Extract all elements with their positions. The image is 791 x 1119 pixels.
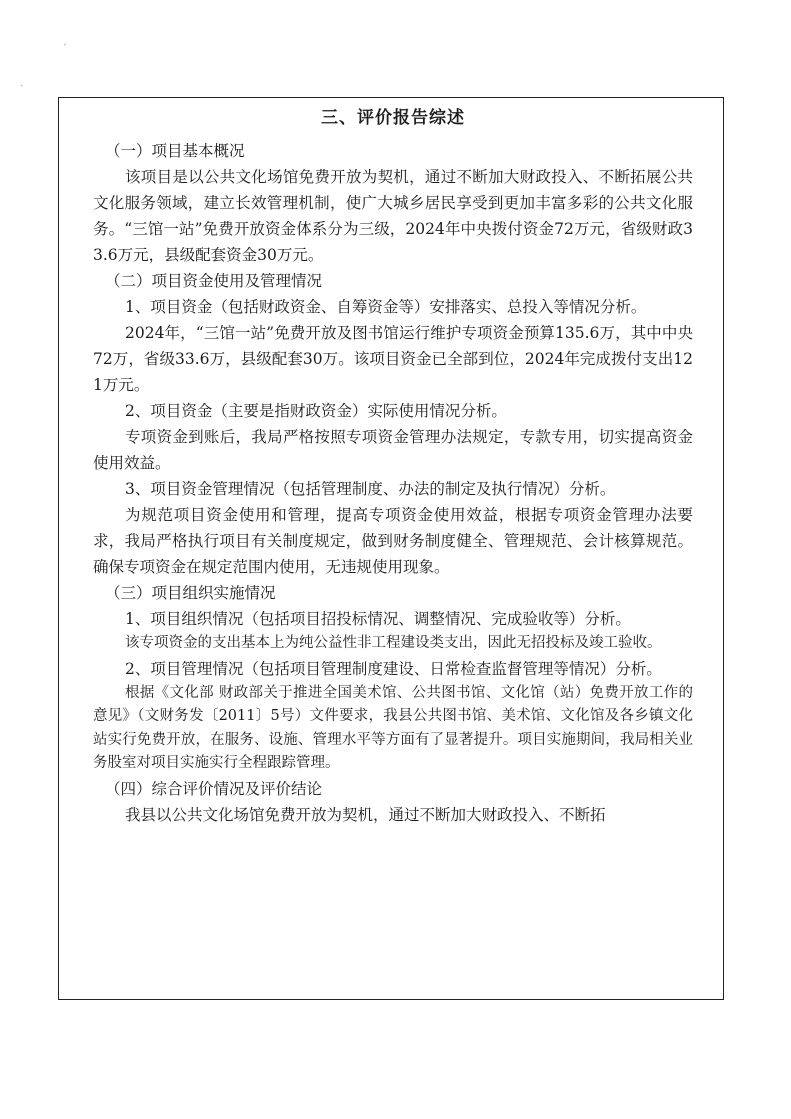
paragraph-funds-usage-title: 2、项目资金（主要是指财政资金）实际使用情况分析。	[125, 402, 507, 420]
paragraph-project-overview: 该项目是以公共文化场馆免费开放为契机，通过不断加大财政投入、不断拓展公共文化服务领域，建立长效管理机制，使广大城乡居民享受到更加丰富多彩的公共文化服务。“三馆一站”免费开放资金体系分为三级，2024年中央拨付资金72万元，省级财政33.6万元，县级配套资金30万元。	[93, 168, 693, 264]
subsection-heading-funds-management: （二）项目资金使用及管理情况	[105, 272, 323, 290]
report-content	[93, 98, 693, 828]
subsection-heading-evaluation: （四）综合评价情况及评价结论	[105, 779, 323, 798]
subsection-heading-implementation: （三）项目组织实施情况	[105, 584, 276, 602]
paragraph-organization-title: 1、项目组织情况（包括项目招投标情况、调整情况、完成验收等）分析。	[125, 610, 631, 628]
paragraph-funds-budget: 2024年，“三馆一站”免费开放及图书馆运行维护专项资金预算135.6万，其中中央72万，省级33.6万，县级配套30万。该项目资金已全部到位，2024年完成拨付支出121万元。	[93, 324, 693, 394]
report-frame	[58, 97, 724, 1000]
scan-speck: ˊ	[62, 44, 67, 55]
paragraph-funds-management: 为规范项目资金使用和管理，提高专项资金使用效益，根据专项资金管理办法要求，我局严格执行项目有关制度规定，做到财务制度健全、管理规范、会计核算规范。确保专项资金在规定范围内使用，无违规使用现象。	[93, 506, 693, 576]
paragraph-project-management-title: 2、项目管理情况（包括项目管理制度建设、日常检查监督管理等情况）分析。	[125, 659, 662, 678]
paragraph-funds-usage: 专项资金到账后，我局严格按照专项资金管理办法规定，专款专用，切实提高资金使用效益。	[93, 428, 693, 472]
paragraph-project-management: 根据《文化部 财政部关于推进全国美术馆、公共图书馆、文化馆（站）免费开放工作的意见》（文财务发〔2011〕5号）文件要求，我县公共图书馆、美术馆、文化馆及各乡镇文化站实行免费开放，在服务、设施、管理水平等方面有了显著提升。项目实施期间，我局相关业务股室对项目实施实行全程跟踪管理。	[93, 684, 693, 771]
section-title: 三、评价报告综述	[321, 108, 465, 128]
paragraph-funds-management-title: 3、项目资金管理情况（包括管理制度、办法的制定及执行情况）分析。	[125, 480, 616, 498]
paragraph-evaluation-conclusion: 我县以公共文化场馆免费开放为契机，通过不断加大财政投入、不断拓	[125, 805, 606, 824]
paragraph-funds-arrangement-title: 1、项目资金（包括财政资金、自筹资金等）安排落实、总投入等情况分析。	[125, 298, 647, 316]
paragraph-organization: 该专项资金的支出基本上为纯公益性非工程建设类支出，因此无招投标及竣工验收。	[125, 635, 662, 651]
scan-speck: ˎ	[20, 76, 24, 87]
subsection-heading-basic-overview: （一）项目基本概况	[105, 142, 245, 160]
